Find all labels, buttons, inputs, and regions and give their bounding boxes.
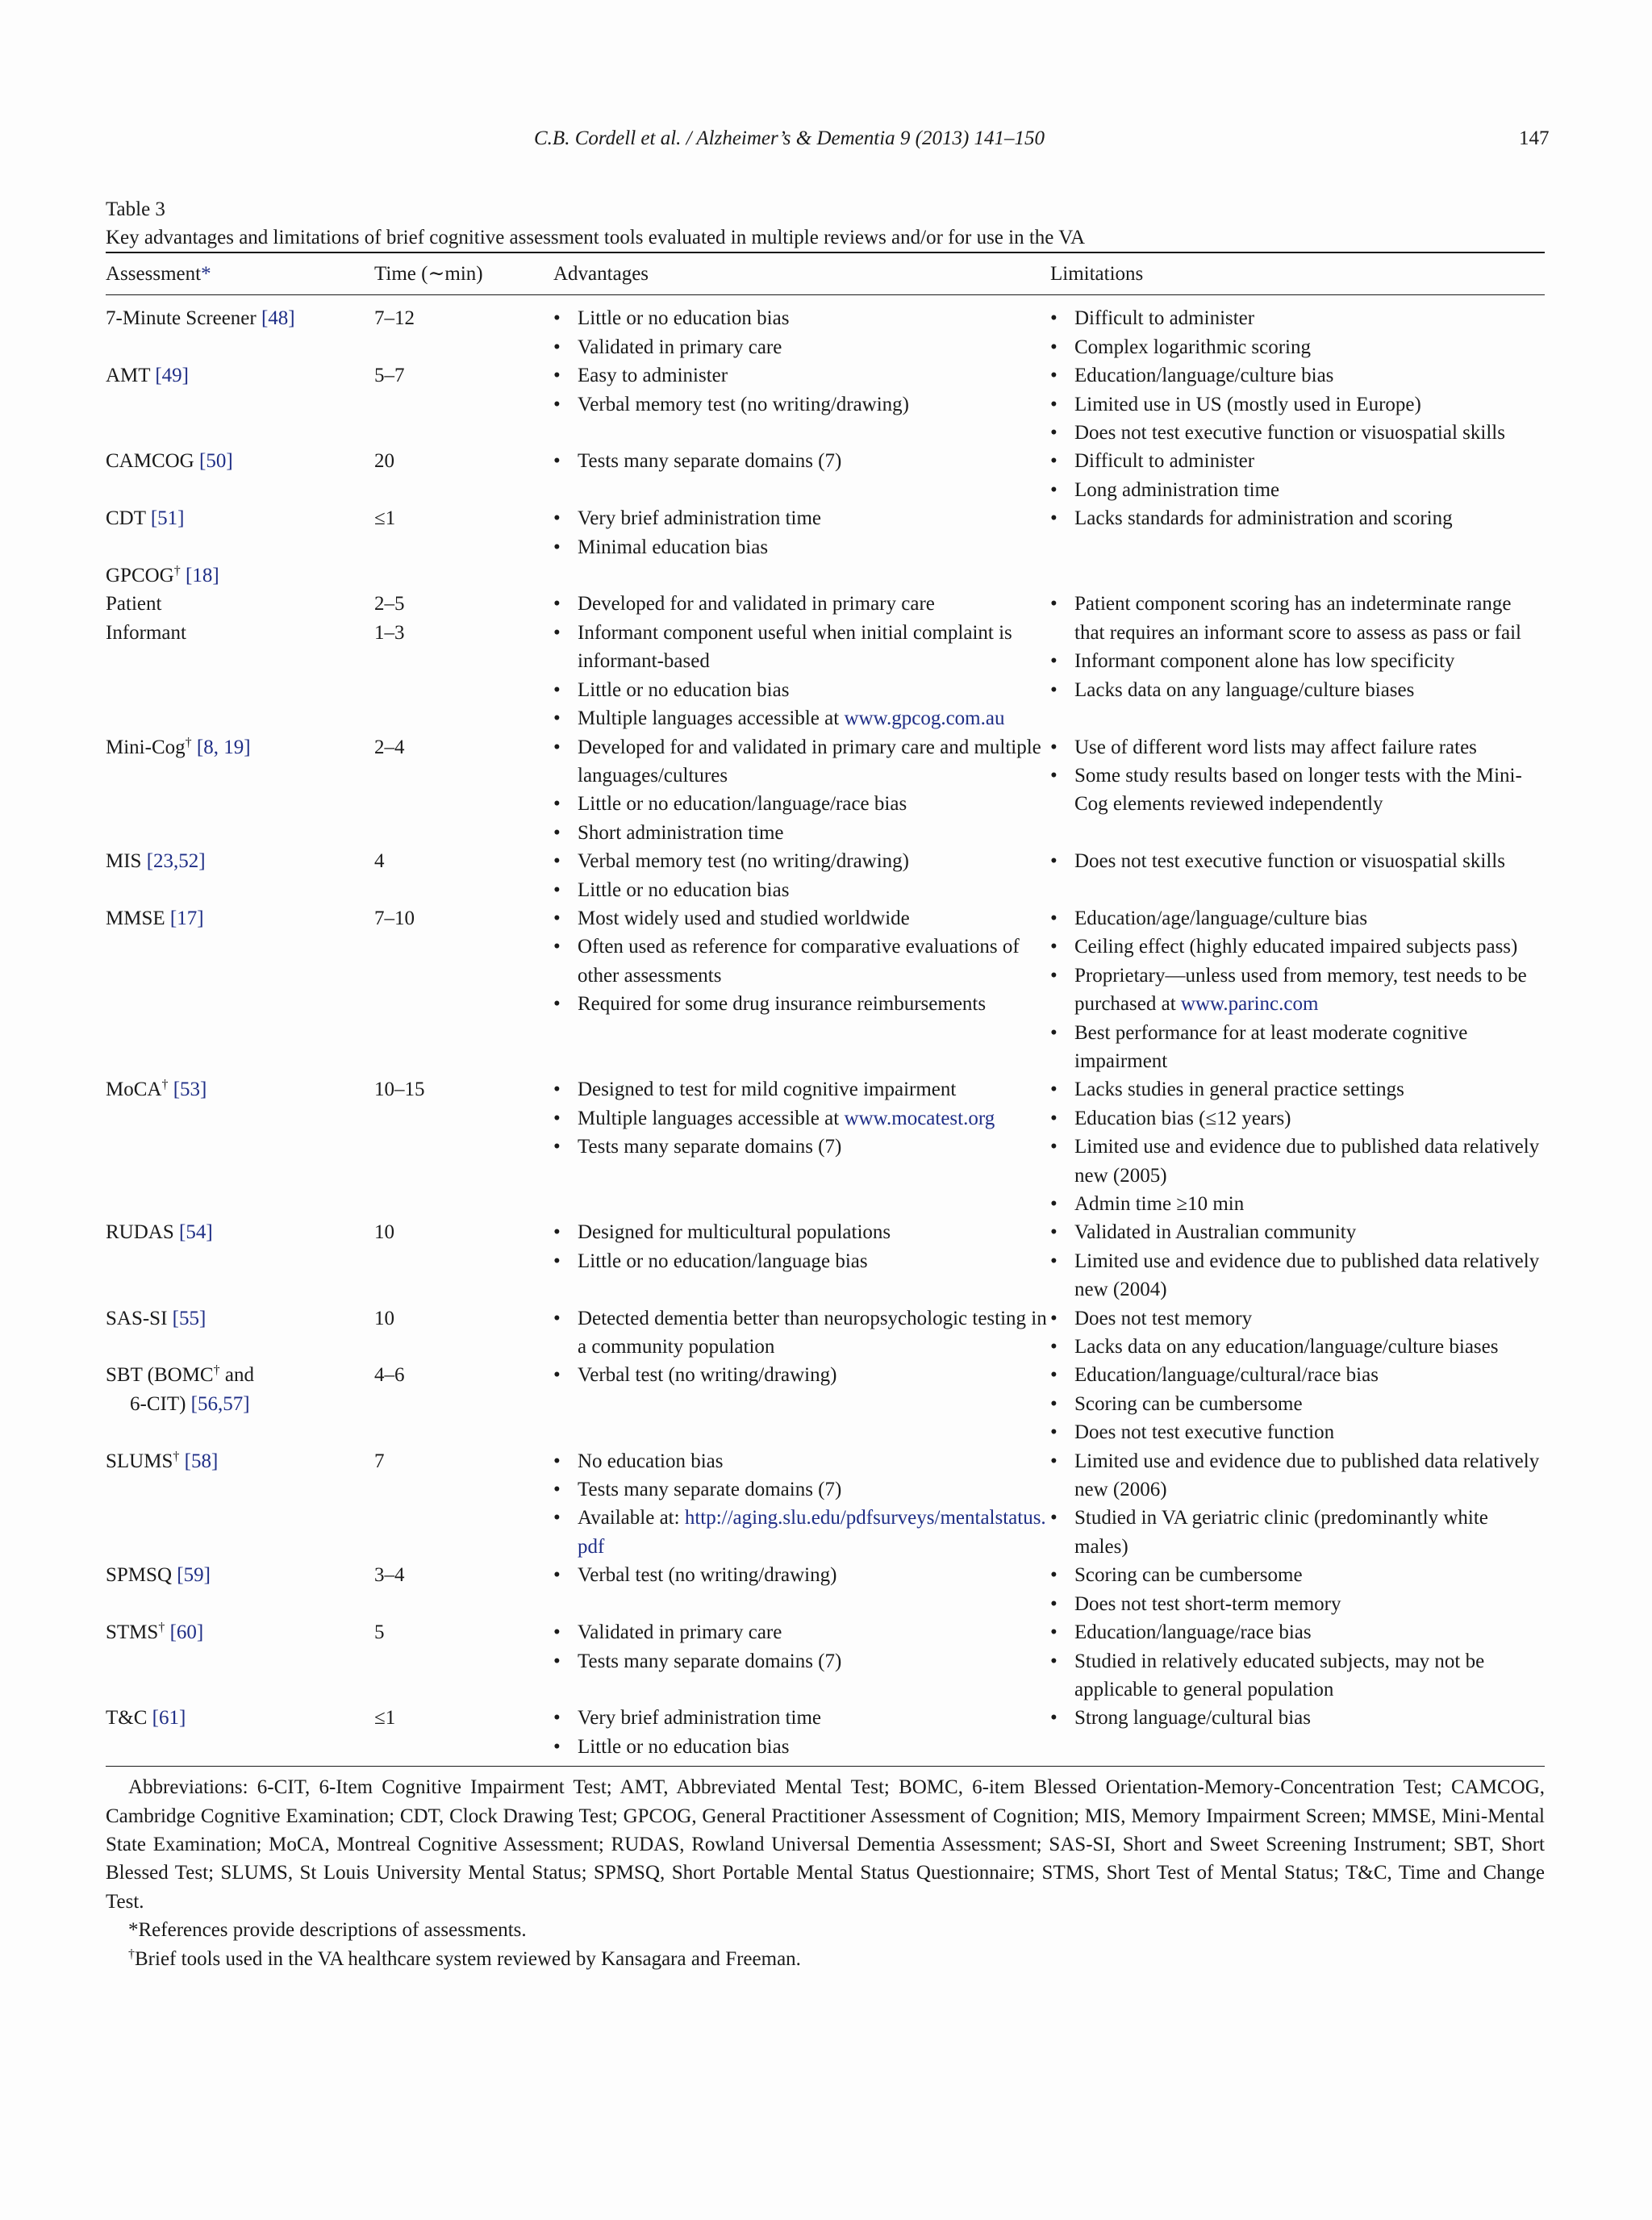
list-item: • Does not test memory [1050, 1304, 1545, 1333]
time-cell: ≤1 [374, 1707, 396, 1730]
limitations-cell [1050, 1618, 1545, 1704]
assessment-name: Mini-Cog† [8, 19] [106, 735, 251, 758]
limitations-cell [1050, 1218, 1545, 1304]
reference-link[interactable]: [53] [173, 1079, 207, 1101]
list-item: • Validated in primary care [553, 1618, 1050, 1646]
assessment-name: STMS† [60] [106, 1621, 204, 1644]
list-item: • Some study results based on longer tests with the Mini-Cog elements reviewed independently [1050, 762, 1545, 819]
abbreviations-note: Abbreviations: 6-CIT, 6-Item Cognitive Impairment Test; AMT, Abbreviated Mental Test; BOMC, 6-item Blessed Orientation-Memory-Concentration Test; CAMCOG, Cambridge Cognitive Examination; CDT, Clock Drawing Test; GPCOG, General Practitioner Assessment of Cognition; MIS, Memory Impairment Screen; MMSE, Mini-Mental State Examination; MoCA, Montreal Cognitive Assessment; RUDAS, Rowland Universal Dementia Assessment; SAS-SI, Short and Sweet Screening Instrument; SBT, Short Blessed Test; SLUMS, St Louis University Mental Status; SPMSQ, Short Portable Mental Status Questionnaire; STMS, Short Test of Mental Status; T&C, Time and Change Test. [106, 1776, 1545, 1913]
list-item: • Limited use and evidence due to published data relatively new (2005) [1050, 1133, 1545, 1190]
limitations-cell [1050, 1361, 1545, 1446]
list-item: • Ceiling effect (highly educated impaired subjects pass) [1050, 933, 1545, 961]
journal-citation: C.B. Cordell et al. / Alzheimer’s & Dementia 9 (2013) 141–150 [534, 127, 1045, 149]
advantages-cell [553, 590, 1050, 732]
list-item: • Verbal memory test (no writing/drawing) [553, 847, 1050, 875]
list-item: • Available at: http://aging.slu.edu/pdfsurveys/mentalstatus.pdf [553, 1504, 1050, 1561]
list-item: • Multiple languages accessible at www.gpcog.com.au [553, 704, 1050, 732]
list-item: • Verbal memory test (no writing/drawing) [553, 390, 1050, 419]
list-item: • Little or no education bias [553, 1733, 1050, 1761]
list-item: • Detected dementia better than neuropsychologic testing in a community population [553, 1304, 1050, 1362]
limitations-cell [1050, 1447, 1545, 1562]
limitations-cell [1050, 1704, 1545, 1766]
list-item: • Easy to administer [553, 361, 1050, 390]
list-item: • Validated in Australian community [1050, 1218, 1545, 1246]
table-row [106, 1304, 1545, 1362]
advantages-cell [553, 733, 1050, 848]
table-3 [106, 195, 1545, 1973]
list-item: • Limited use and evidence due to published data relatively new (2004) [1050, 1247, 1545, 1304]
list-item: • Little or no education bias [553, 876, 1050, 904]
list-item: • Tests many separate domains (7) [553, 447, 1050, 475]
list-item: • Education/language/culture bias [1050, 361, 1545, 390]
time-cell: 2–4 [374, 736, 405, 758]
subcomponent-patient: Patient [106, 593, 162, 616]
list-item: • Informant component useful when initial complaint is informant-based [553, 619, 1050, 676]
list-item: • Education/age/language/culture bias [1050, 904, 1545, 933]
table-row [106, 904, 1545, 1075]
advantages-cell [553, 904, 1050, 1075]
assessment-name: SLUMS† [58] [106, 1449, 219, 1472]
time-cell: 7–12 [374, 307, 415, 330]
list-item: • Use of different word lists may affect failure rates [1050, 733, 1545, 762]
reference-link[interactable]: [51] [150, 507, 185, 530]
assessment-name: AMT [49] [106, 365, 190, 387]
reference-link[interactable]: [17] [169, 907, 204, 929]
list-item: • Does not test executive function [1050, 1418, 1545, 1446]
reference-link[interactable]: [56,57] [190, 1392, 250, 1415]
list-item: • Designed to test for mild cognitive impairment [553, 1075, 1050, 1104]
table-row [106, 561, 1545, 590]
reference-link[interactable]: [49] [155, 365, 190, 387]
limitations-cell [1050, 361, 1545, 447]
reference-link[interactable]: [59] [177, 1564, 211, 1587]
list-item: • Verbal test (no writing/drawing) [553, 1361, 1050, 1389]
dagger-note: †Brief tools used in the VA healthcare system reviewed by Kansagara and Freeman. [128, 1947, 801, 1970]
list-item: • Developed for and validated in primary care [553, 590, 1050, 618]
time-cell: 10 [374, 1221, 394, 1244]
list-item: • Lacks standards for administration and scoring [1050, 504, 1545, 532]
list-item: • Education bias (≤12 years) [1050, 1104, 1545, 1133]
list-item: • Best performance for at least moderate cognitive impairment [1050, 1019, 1545, 1076]
list-item: • Lacks data on any education/language/culture biases [1050, 1333, 1545, 1361]
list-item: • Difficult to administer [1050, 304, 1545, 332]
assessment-name: GPCOG† [18] [106, 564, 219, 587]
list-item: • Limited use in US (mostly used in Europe) [1050, 390, 1545, 419]
table-row [106, 1361, 1545, 1446]
table-row [106, 1075, 1545, 1218]
reference-link[interactable]: [8, 19] [196, 736, 251, 758]
reference-link[interactable]: [58] [184, 1450, 219, 1472]
list-item: • Very brief administration time [553, 504, 1050, 532]
header-time: Time (∼min) [374, 263, 483, 285]
list-item: • Little or no education/language bias [553, 1247, 1050, 1275]
assessment-table [106, 253, 1545, 1766]
advantages-cell [553, 847, 1050, 904]
list-item: • Lacks data on any language/culture biases [1050, 676, 1545, 704]
assessment-subcomponents [106, 590, 374, 732]
limitations-cell [1050, 590, 1545, 732]
time-cell: 2–5 1–3 [374, 593, 405, 644]
time-cell: 10 [374, 1307, 394, 1329]
time-cell: 20 [374, 450, 394, 473]
subcomponent-informant: Informant [106, 621, 186, 644]
limitations-cell [1050, 1561, 1545, 1618]
header-advantages: Advantages [553, 263, 649, 285]
list-item: • Does not test executive function or visuospatial skills [1050, 847, 1545, 875]
header-limitations: Limitations [1050, 263, 1144, 285]
advantages-cell [553, 295, 1050, 361]
table-label: Table 3 [106, 198, 165, 220]
list-item: • Little or no education bias [553, 304, 1050, 332]
limitations-cell [1050, 504, 1545, 561]
table-row [106, 733, 1545, 848]
time-cell: 10–15 [374, 1079, 425, 1101]
limitations-cell [1050, 447, 1545, 504]
list-item: • Education/language/cultural/race bias [1050, 1361, 1545, 1389]
assessment-name: MMSE [17] [106, 907, 204, 929]
header-row [106, 253, 1545, 294]
parinc-website-link[interactable]: www.parinc.com [1180, 993, 1319, 1016]
assessment-name: SPMSQ [59] [106, 1564, 211, 1587]
references-note: *References provide descriptions of assessments. [128, 1919, 527, 1942]
time-cell: 5–7 [374, 365, 405, 387]
table-row [106, 1218, 1545, 1304]
assessment-name: SAS-SI [55] [106, 1307, 206, 1329]
advantages-cell [553, 1218, 1050, 1304]
time-cell: 3–4 [374, 1564, 405, 1587]
list-item: • Verbal test (no writing/drawing) [553, 1561, 1050, 1589]
assessment-name: MIS [23,52] [106, 850, 206, 873]
list-item: • Limited use and evidence due to published data relatively new (2006) [1050, 1447, 1545, 1504]
reference-link[interactable]: [23,52] [146, 850, 206, 873]
advantages-cell [553, 504, 1050, 561]
list-item: • Most widely used and studied worldwide [553, 904, 1050, 933]
list-item: • Long administration time [1050, 476, 1545, 504]
advantages-cell [553, 1361, 1050, 1446]
list-item: • Informant component alone has low specificity [1050, 647, 1545, 675]
slums-pdf-link[interactable]: http://aging.slu.edu/pdfsurveys/mentalstatus.pdf [578, 1507, 1046, 1558]
advantages-cell [553, 447, 1050, 504]
header-assessment: Assessment* [106, 263, 211, 285]
time-cell: 7–10 [374, 907, 415, 929]
reference-link[interactable]: [18] [186, 565, 219, 587]
table-row [106, 447, 1545, 504]
reference-link[interactable]: [55] [172, 1307, 206, 1329]
reference-link[interactable]: [50] [199, 450, 233, 473]
limitations-cell [1050, 847, 1545, 904]
list-item: • Little or no education/language/race bias [553, 790, 1050, 818]
list-item: • Studied in relatively educated subjects, may not be applicable to general population [1050, 1647, 1545, 1705]
list-item: • Tests many separate domains (7) [553, 1133, 1050, 1161]
list-item: • Difficult to administer [1050, 447, 1545, 475]
table-row [106, 847, 1545, 904]
list-item: • Strong language/cultural bias [1050, 1704, 1545, 1732]
header-assessment-footnote-link[interactable]: * [201, 263, 211, 285]
moca-website-link[interactable]: www.mocatest.org [844, 1107, 995, 1129]
limitations-cell [1050, 1304, 1545, 1362]
list-item: • Minimal education bias [553, 533, 1050, 561]
table-row [106, 504, 1545, 561]
time-cell: 7 [374, 1450, 385, 1472]
assessment-name: T&C [61] [106, 1707, 186, 1730]
list-item: • Often used as reference for comparative evaluations of other assessments [553, 933, 1050, 990]
table-row [106, 1704, 1545, 1766]
list-item: • Very brief administration time [553, 1704, 1050, 1732]
limitations-cell [1050, 733, 1545, 848]
gpcog-website-link[interactable]: www.gpcog.com.au [844, 707, 1005, 730]
table-row [106, 1447, 1545, 1562]
table-row [106, 295, 1545, 361]
time-cell: 4 [374, 850, 385, 873]
list-item: • Developed for and validated in primary care and multiple languages/cultures [553, 733, 1050, 791]
list-item: • Complex logarithmic scoring [1050, 333, 1545, 361]
reference-link[interactable]: [54] [179, 1221, 213, 1244]
limitations-cell [1050, 904, 1545, 1075]
assessment-name: RUDAS [54] [106, 1221, 213, 1244]
list-item: • Studied in VA geriatric clinic (predominantly white males) [1050, 1504, 1545, 1561]
list-item: • Patient component scoring has an indeterminate range that requires an informant score to assess as pass or fail [1050, 590, 1545, 647]
table-row [106, 1618, 1545, 1704]
advantages-cell [553, 361, 1050, 447]
list-item: • Lacks studies in general practice settings [1050, 1075, 1545, 1104]
list-item: • Required for some drug insurance reimbursements [553, 990, 1050, 1018]
list-item: • Tests many separate domains (7) [553, 1475, 1050, 1504]
list-item: • Little or no education bias [553, 676, 1050, 704]
list-item: • Scoring can be cumbersome [1050, 1390, 1545, 1418]
assessment-name: CDT [51] [106, 507, 185, 530]
list-item: • Validated in primary care [553, 333, 1050, 361]
reference-link[interactable]: [60] [169, 1621, 204, 1644]
list-item: • Admin time ≥10 min [1050, 1190, 1545, 1218]
advantages-cell [553, 1304, 1050, 1362]
advantages-cell [553, 1704, 1050, 1766]
list-item: • Short administration time [553, 819, 1050, 847]
time-cell: ≤1 [374, 507, 396, 530]
advantages-cell [553, 1075, 1050, 1218]
list-item: • Scoring can be cumbersome [1050, 1561, 1545, 1589]
list-item: • Tests many separate domains (7) [553, 1647, 1050, 1675]
advantages-cell [553, 1618, 1050, 1704]
list-item: • Does not test short-term memory [1050, 1590, 1545, 1618]
table-row [106, 590, 1545, 732]
list-item: • Multiple languages accessible at www.mocatest.org [553, 1104, 1050, 1133]
limitations-cell [1050, 1075, 1545, 1218]
time-cell: 5 [374, 1621, 385, 1644]
table-row [106, 361, 1545, 447]
assessment-name: 7-Minute Screener [48] [106, 307, 295, 330]
time-cell: 4–6 [374, 1364, 405, 1387]
list-item: • Does not test executive function or visuospatial skills [1050, 419, 1545, 447]
reference-link[interactable]: [48] [261, 307, 295, 330]
advantages-cell [553, 1561, 1050, 1618]
limitations-cell [1050, 295, 1545, 361]
list-item: • Designed for multicultural populations [553, 1218, 1050, 1246]
assessment-name: SBT (BOMC† and 6-CIT) [56,57] [106, 1363, 254, 1415]
list-item: • No education bias [553, 1447, 1050, 1475]
table-title: Key advantages and limitations of brief cognitive assessment tools evaluated in multiple reviews and/or for use in the VA [106, 227, 1086, 248]
assessment-name: CAMCOG [50] [106, 450, 233, 473]
assessment-name: MoCA† [53] [106, 1078, 207, 1101]
list-item: • Education/language/race bias [1050, 1618, 1545, 1646]
table-footnotes [106, 1767, 1545, 1973]
table-row [106, 1561, 1545, 1618]
list-item: • Proprietary—unless used from memory, test needs to be purchased at www.parinc.com [1050, 962, 1545, 1019]
advantages-cell [553, 1447, 1050, 1562]
reference-link[interactable]: [61] [152, 1707, 186, 1730]
page-number: 147 [1519, 127, 1550, 149]
